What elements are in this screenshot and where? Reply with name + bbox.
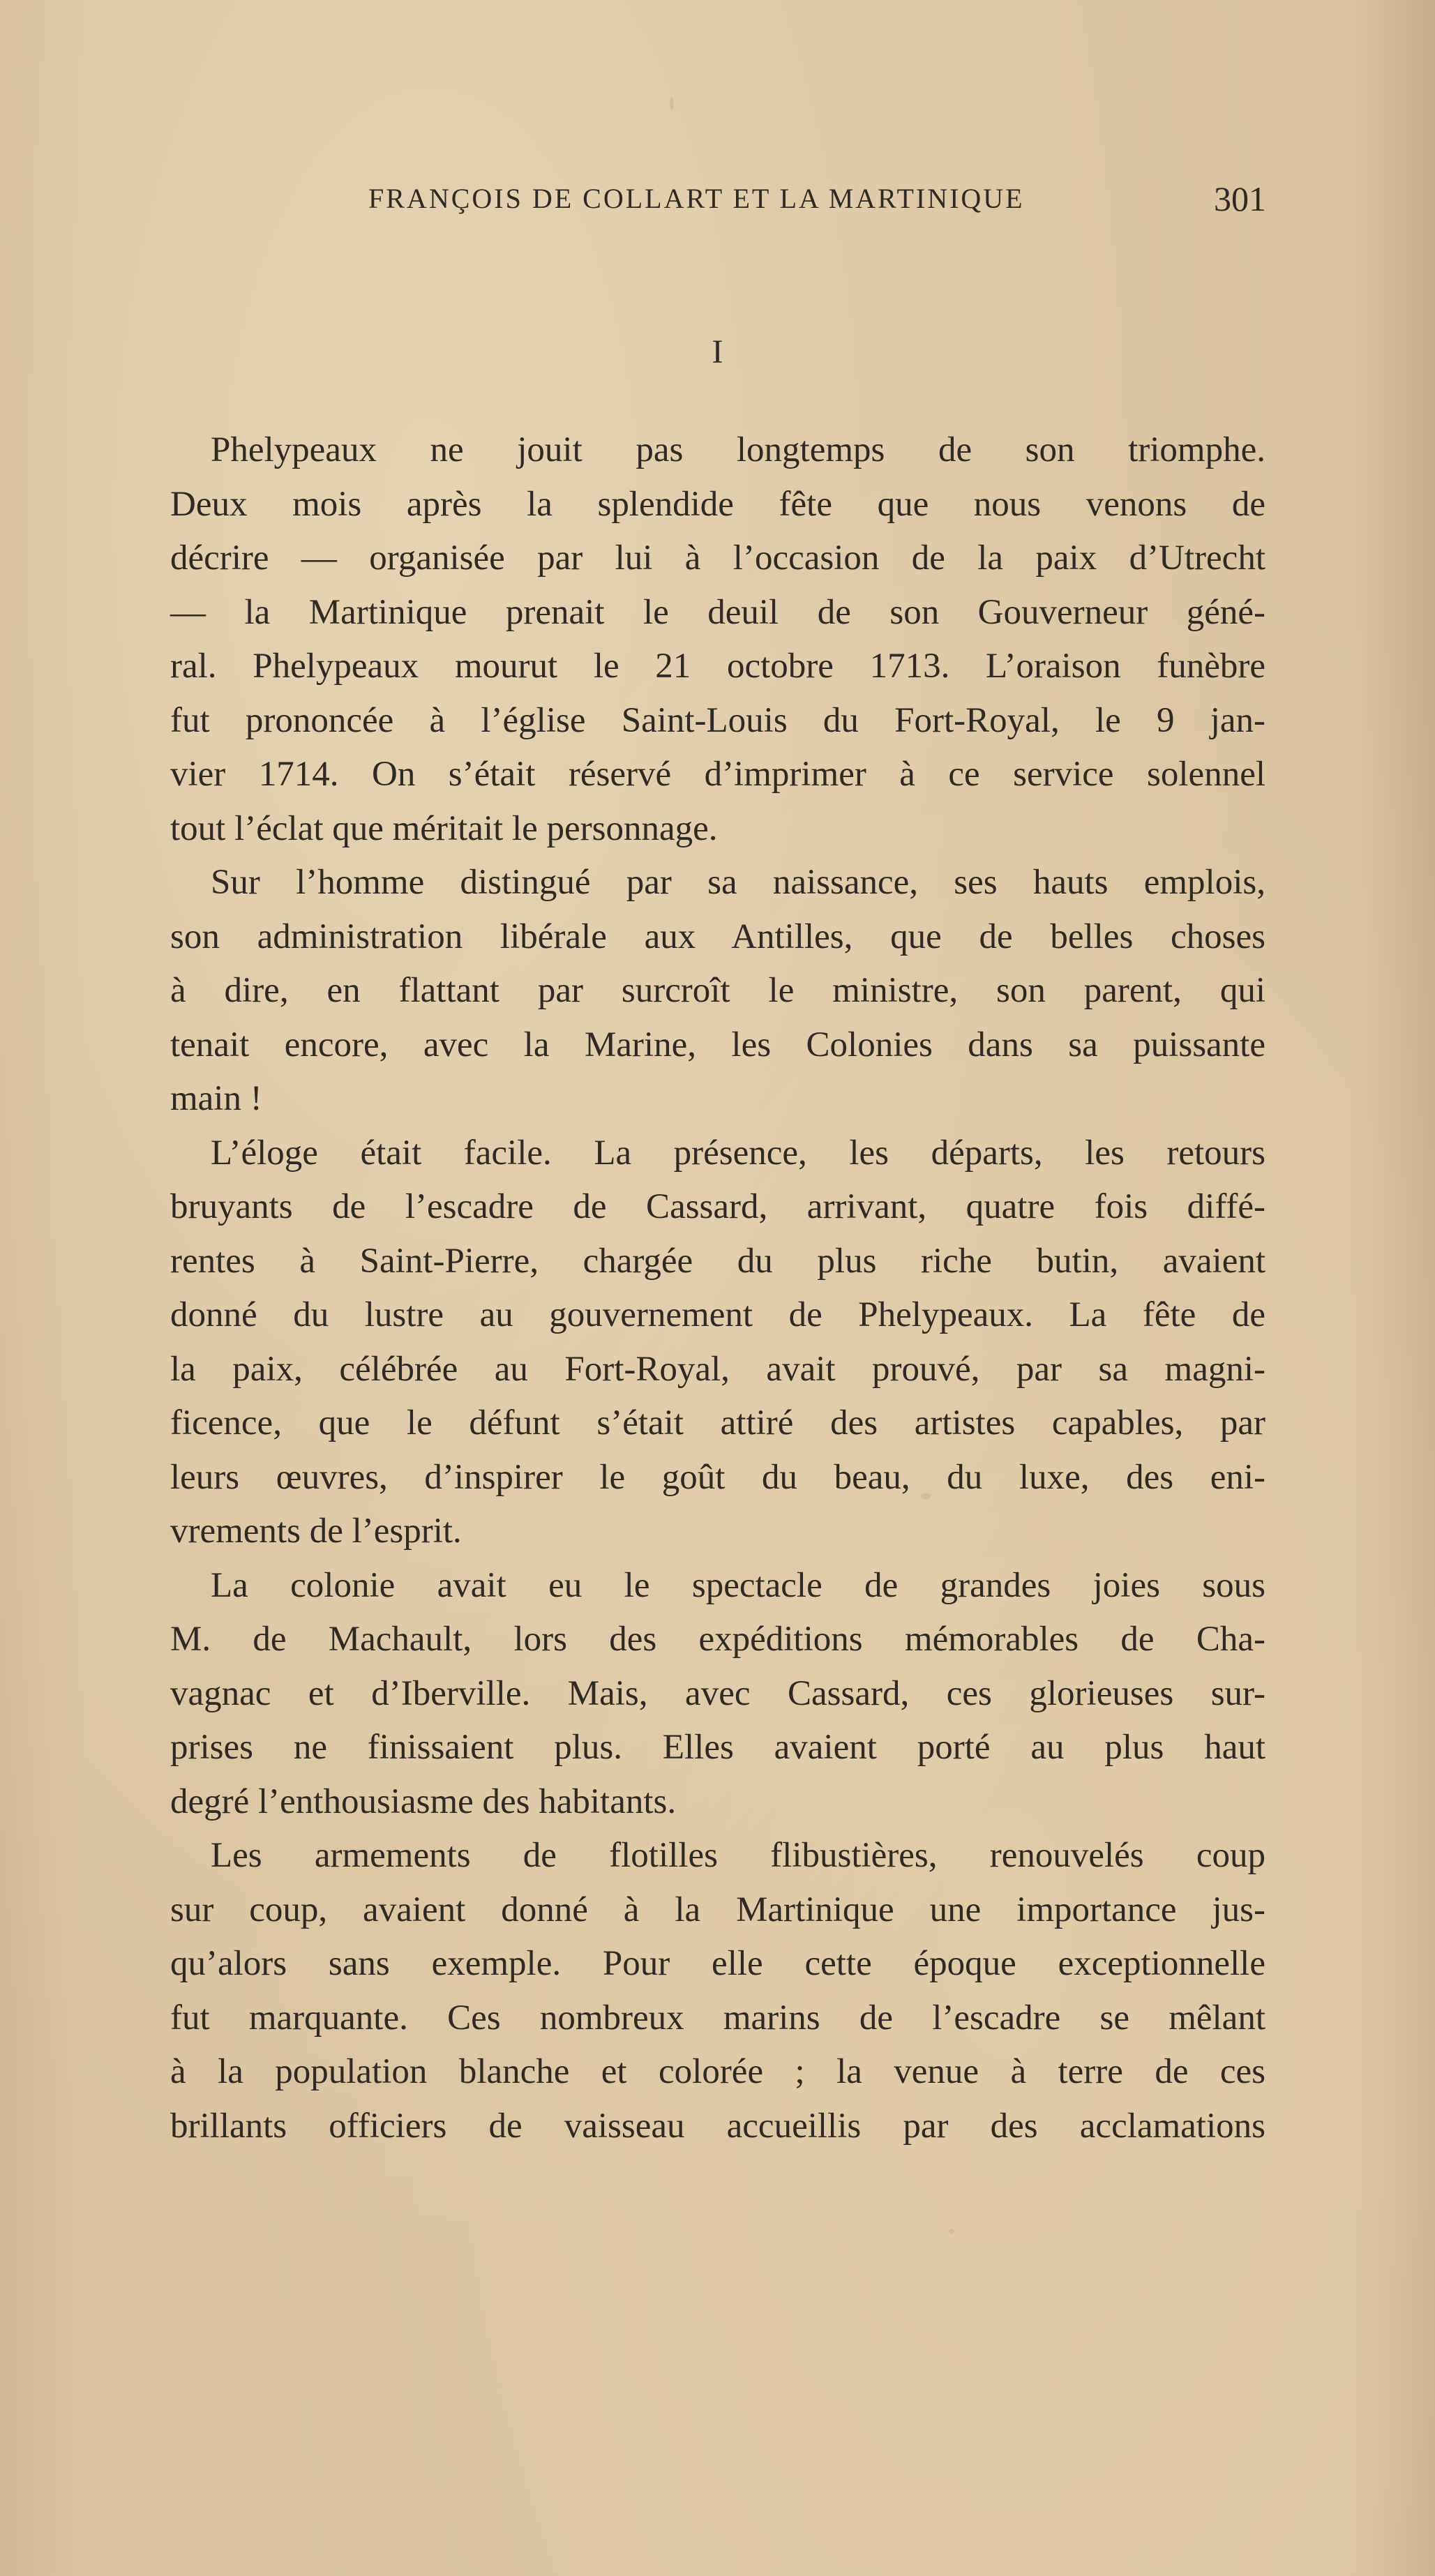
text-line: décrire — organisée par lui à l’occasion de la paix d’Utrecht [170, 538, 1265, 578]
text-line: fut prononcée à l’église Saint-Louis du Fort-Royal, le 9 jan- [170, 700, 1265, 740]
text-line: qu’alors sans exemple. Pour elle cette époque exceptionnelle [170, 1944, 1265, 1983]
text-line: tout l’éclat que méritait le personnage. [170, 808, 718, 848]
text-line: sur coup, avaient donné à la Martinique une importance jus- [170, 1890, 1265, 1929]
text-line: tenait encore, avec la Marine, les Colonies dans sa puissante [170, 1025, 1265, 1064]
text-line: M. de Machault, lors des expéditions mémorables de Cha- [170, 1620, 1265, 1659]
text-line: Les armements de flotilles flibustières, renouvelés coup [211, 1836, 1265, 1875]
text-line: Phelypeaux ne jouit pas longtemps de son triomphe. [211, 430, 1265, 469]
text-line: leurs œuvres, d’inspirer le goût du beau, du luxe, des eni- [170, 1457, 1265, 1497]
text-line: son administration libérale aux Antilles, que de belles choses [170, 917, 1265, 956]
text-line: main ! [170, 1079, 262, 1118]
text-line: vagnac et d’Iberville. Mais, avec Cassard, ces glorieuses sur- [170, 1673, 1265, 1713]
text-line: La colonie avait eu le spectacle de grandes joies sous [211, 1565, 1265, 1605]
text-line: vier 1714. On s’était réservé d’imprimer à ce service solennel [170, 755, 1265, 794]
text-line: ral. Phelypeaux mourut le 21 octobre 1713. L’oraison funèbre [170, 647, 1265, 686]
body-text [170, 423, 1265, 2153]
text-line: fut marquante. Ces nombreux marins de l’escadre se mêlant [170, 1998, 1265, 2038]
section-heading: I [712, 333, 723, 370]
text-line: Deux mois après la splendide fête que nous venons de [170, 484, 1265, 524]
text-line: donné du lustre au gouvernement de Phelypeaux. La fête de [170, 1295, 1265, 1334]
text-line: L’éloge était facile. La présence, les départs, les retours [211, 1133, 1265, 1173]
text-line: degré l’enthousiasme des habitants. [170, 1782, 677, 1821]
text-line: rentes à Saint-Pierre, chargée du plus riche butin, avaient [170, 1241, 1265, 1281]
text-line: à la population blanche et colorée ; la venue à terre de ces [170, 2052, 1265, 2091]
page-number: 301 [1214, 179, 1266, 218]
text-line: Sur l’homme distingué par sa naissance, ses hauts emplois, [211, 863, 1265, 902]
text-line: brillants officiers de vaisseau accueillis par des acclamations [170, 2106, 1265, 2146]
text-line: la paix, célébrée au Fort-Royal, avait prouvé, par sa magni- [170, 1349, 1265, 1389]
text-line: à dire, en flattant par surcroît le ministre, son parent, qui [170, 971, 1265, 1010]
running-header [0, 174, 1435, 223]
text-line: bruyants de l’escadre de Cassard, arrivant, quatre fois diffé- [170, 1187, 1265, 1226]
text-line: ficence, que le défunt s’était attiré des artistes capables, par [170, 1403, 1265, 1443]
text-line: — la Martinique prenait le deuil de son Gouverneur géné- [170, 592, 1265, 632]
running-title: FRANÇOIS DE COLLART ET LA MARTINIQUE [368, 183, 1025, 214]
paper-stain [670, 98, 674, 110]
text-line: prises ne finissaient plus. Elles avaient porté au plus haut [170, 1728, 1265, 1767]
text-line: vrements de l’esprit. [170, 1512, 462, 1551]
paper-stain [949, 2229, 954, 2234]
